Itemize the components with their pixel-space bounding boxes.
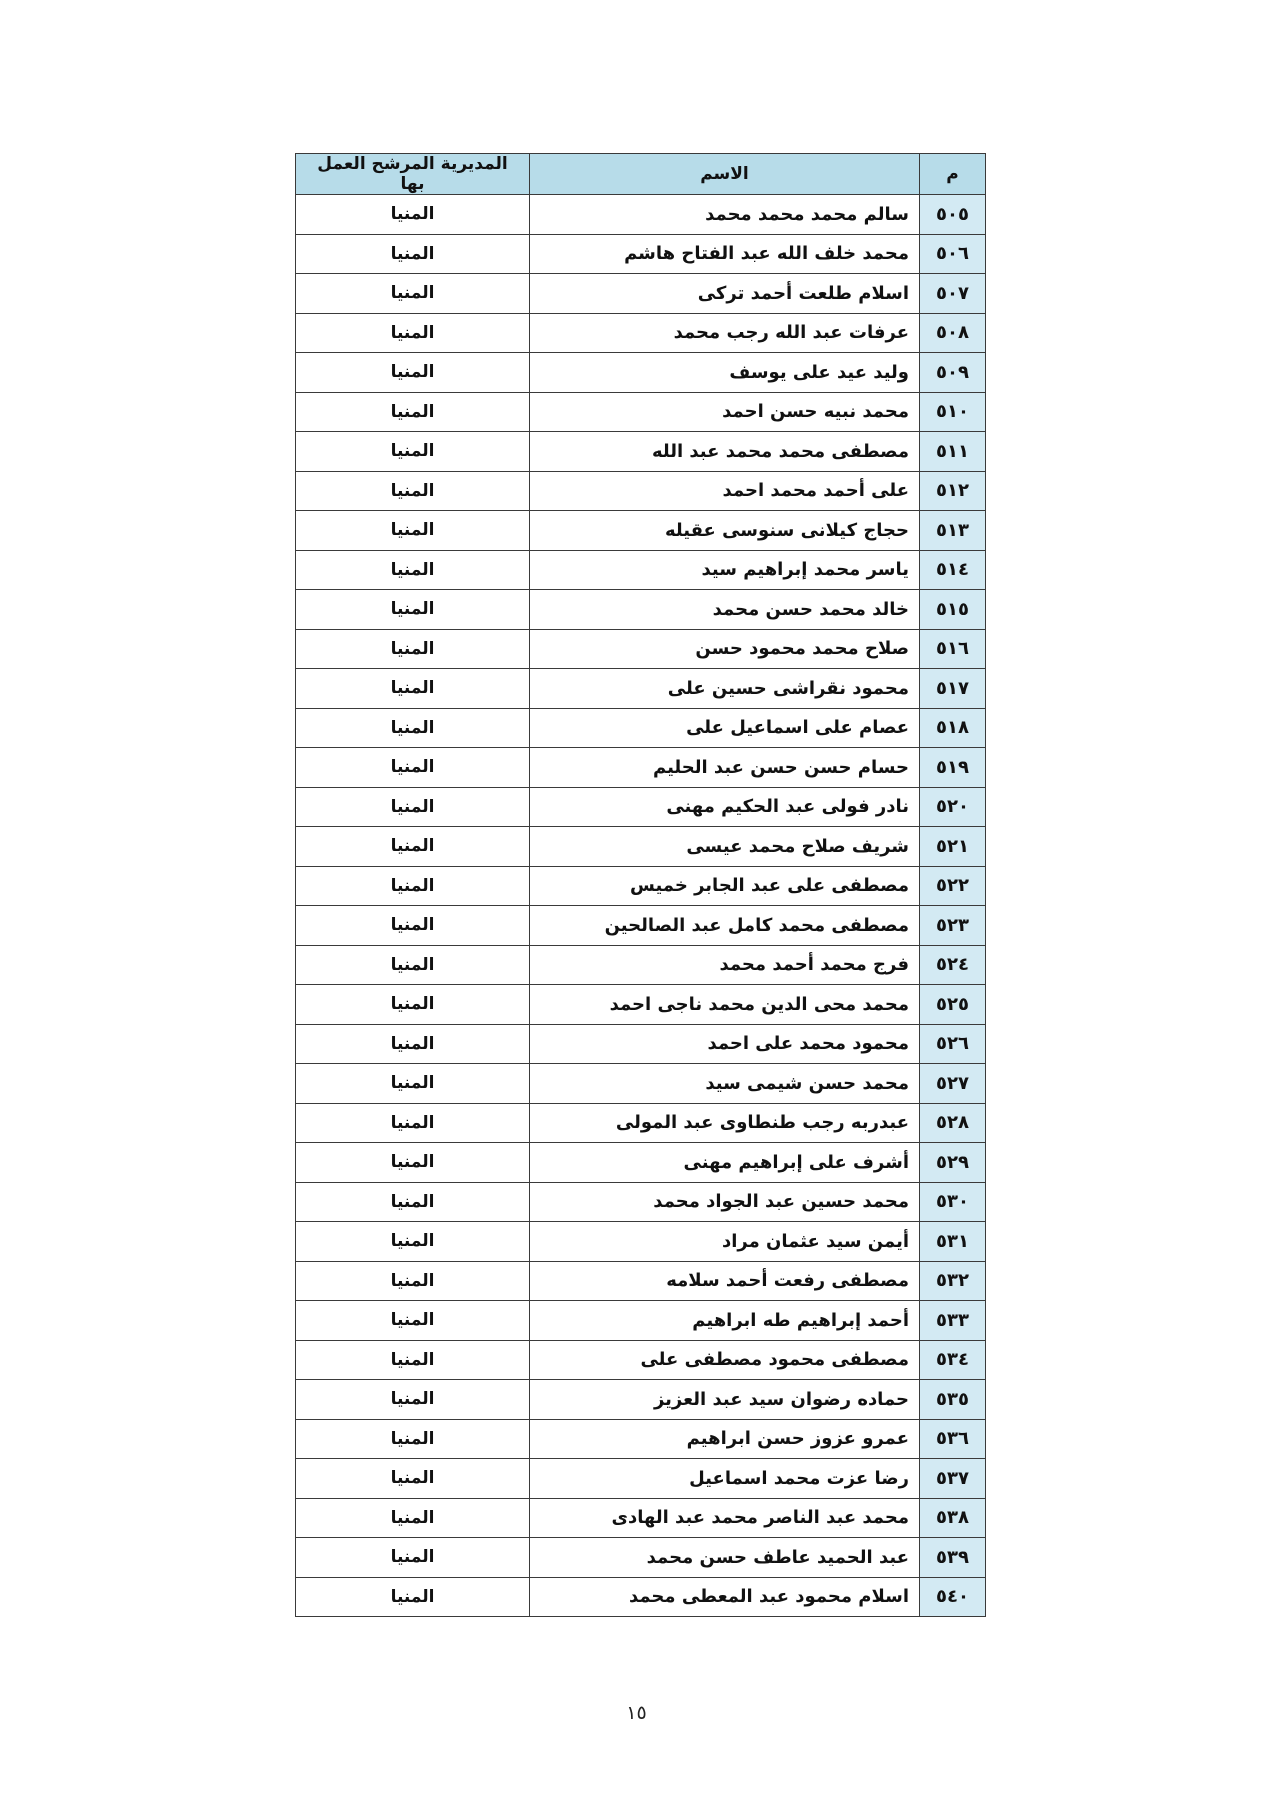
row-name-cell: محمد نبيه حسن احمد xyxy=(530,392,920,432)
row-directorate-cell: المنيا xyxy=(296,1577,530,1617)
table-row xyxy=(296,590,986,630)
row-number-cell: ٥٢٩ xyxy=(920,1143,986,1183)
row-name-cell: حماده رضوان سيد عبد العزيز xyxy=(530,1380,920,1420)
row-name-cell: محمود نقراشى حسين على xyxy=(530,669,920,709)
row-directorate-cell: المنيا xyxy=(296,906,530,946)
row-name-cell: مصطفى محمد محمد عبد الله xyxy=(530,432,920,472)
row-number-cell: ٥٢٥ xyxy=(920,985,986,1025)
row-number-cell: ٥١٤ xyxy=(920,550,986,590)
row-directorate-cell: المنيا xyxy=(296,708,530,748)
row-number-cell: ٥١١ xyxy=(920,432,986,472)
row-directorate-cell: المنيا xyxy=(296,550,530,590)
row-directorate-cell: المنيا xyxy=(296,787,530,827)
row-number-cell: ٥١٣ xyxy=(920,511,986,551)
table-row xyxy=(296,313,986,353)
row-name-cell: اسلام محمود عبد المعطى محمد xyxy=(530,1577,920,1617)
row-directorate-cell: المنيا xyxy=(296,866,530,906)
row-directorate-cell: المنيا xyxy=(296,1222,530,1262)
row-name-cell: عصام على اسماعيل على xyxy=(530,708,920,748)
row-directorate-cell: المنيا xyxy=(296,1419,530,1459)
row-number-cell: ٥٣٦ xyxy=(920,1419,986,1459)
row-name-cell: محمد عبد الناصر محمد عبد الهادى xyxy=(530,1498,920,1538)
row-directorate-cell: المنيا xyxy=(296,471,530,511)
table-row xyxy=(296,1577,986,1617)
row-number-cell: ٥٠٥ xyxy=(920,195,986,235)
row-directorate-cell: المنيا xyxy=(296,1538,530,1578)
table-row xyxy=(296,1103,986,1143)
table-row xyxy=(296,1064,986,1104)
row-name-cell: مصطفى محمود مصطفى على xyxy=(530,1340,920,1380)
row-name-cell: فرج محمد أحمد محمد xyxy=(530,945,920,985)
row-directorate-cell: المنيا xyxy=(296,985,530,1025)
table-row xyxy=(296,1024,986,1064)
row-name-cell: مصطفى على عبد الجابر خميس xyxy=(530,866,920,906)
row-number-cell: ٥١٨ xyxy=(920,708,986,748)
row-directorate-cell: المنيا xyxy=(296,590,530,630)
row-number-cell: ٥٢١ xyxy=(920,827,986,867)
row-name-cell: صلاح محمد محمود حسن xyxy=(530,629,920,669)
row-directorate-cell: المنيا xyxy=(296,1064,530,1104)
row-name-cell: محمد حسين عبد الجواد محمد xyxy=(530,1182,920,1222)
row-number-cell: ٥١٠ xyxy=(920,392,986,432)
table-row xyxy=(296,1182,986,1222)
row-directorate-cell: المنيا xyxy=(296,1340,530,1380)
table-row xyxy=(296,748,986,788)
row-directorate-cell: المنيا xyxy=(296,1261,530,1301)
table-row xyxy=(296,827,986,867)
row-name-cell: أشرف على إبراهيم مهنى xyxy=(530,1143,920,1183)
table-row xyxy=(296,708,986,748)
row-name-cell: مصطفى محمد كامل عبد الصالحين xyxy=(530,906,920,946)
table-row xyxy=(296,985,986,1025)
row-name-cell: عرفات عبد الله رجب محمد xyxy=(530,313,920,353)
row-directorate-cell: المنيا xyxy=(296,748,530,788)
row-number-cell: ٥٢٠ xyxy=(920,787,986,827)
row-name-cell: محمد محى الدين محمد ناجى احمد xyxy=(530,985,920,1025)
row-name-cell: محمود محمد على احمد xyxy=(530,1024,920,1064)
row-number-cell: ٥١٦ xyxy=(920,629,986,669)
table-row xyxy=(296,274,986,314)
row-number-cell: ٥٠٨ xyxy=(920,313,986,353)
row-directorate-cell: المنيا xyxy=(296,827,530,867)
table-row xyxy=(296,1459,986,1499)
header-name: الاسم xyxy=(530,154,920,195)
row-directorate-cell: المنيا xyxy=(296,1182,530,1222)
row-number-cell: ٥٣٤ xyxy=(920,1340,986,1380)
table-row xyxy=(296,1261,986,1301)
row-directorate-cell: المنيا xyxy=(296,1301,530,1341)
table-header xyxy=(296,154,986,195)
row-directorate-cell: المنيا xyxy=(296,669,530,709)
row-number-cell: ٥٣٥ xyxy=(920,1380,986,1420)
table-row xyxy=(296,550,986,590)
row-number-cell: ٥٢٦ xyxy=(920,1024,986,1064)
row-name-cell: حسام حسن حسن عبد الحليم xyxy=(530,748,920,788)
row-name-cell: أيمن سيد عثمان مراد xyxy=(530,1222,920,1262)
table-row xyxy=(296,511,986,551)
page-number: ١٥ xyxy=(626,1702,647,1724)
row-name-cell: حجاج كيلانى سنوسى عقيله xyxy=(530,511,920,551)
row-number-cell: ٥١٢ xyxy=(920,471,986,511)
table-row xyxy=(296,906,986,946)
table-row xyxy=(296,669,986,709)
row-number-cell: ٥٢٧ xyxy=(920,1064,986,1104)
row-number-cell: ٥٣٨ xyxy=(920,1498,986,1538)
row-directorate-cell: المنيا xyxy=(296,945,530,985)
row-name-cell: شريف صلاح محمد عيسى xyxy=(530,827,920,867)
table-row xyxy=(296,1538,986,1578)
table-row xyxy=(296,787,986,827)
row-name-cell: على أحمد محمد احمد xyxy=(530,471,920,511)
row-number-cell: ٥٣٠ xyxy=(920,1182,986,1222)
row-name-cell: مصطفى رفعت أحمد سلامه xyxy=(530,1261,920,1301)
row-directorate-cell: المنيا xyxy=(296,353,530,393)
table-row xyxy=(296,195,986,235)
header-row xyxy=(296,154,986,195)
row-number-cell: ٥٢٣ xyxy=(920,906,986,946)
table-row xyxy=(296,234,986,274)
row-directorate-cell: المنيا xyxy=(296,1498,530,1538)
table-row xyxy=(296,1340,986,1380)
row-directorate-cell: المنيا xyxy=(296,1459,530,1499)
table-row xyxy=(296,1498,986,1538)
row-directorate-cell: المنيا xyxy=(296,195,530,235)
table-row xyxy=(296,1419,986,1459)
row-name-cell: عبد الحميد عاطف حسن محمد xyxy=(530,1538,920,1578)
row-number-cell: ٥١٧ xyxy=(920,669,986,709)
row-directorate-cell: المنيا xyxy=(296,1380,530,1420)
row-name-cell: محمد خلف الله عبد الفتاح هاشم xyxy=(530,234,920,274)
row-directorate-cell: المنيا xyxy=(296,274,530,314)
row-directorate-cell: المنيا xyxy=(296,432,530,472)
table-row xyxy=(296,629,986,669)
table-row xyxy=(296,1380,986,1420)
header-directorate: المديرية المرشح العمل بها xyxy=(296,154,530,195)
row-number-cell: ٥٠٧ xyxy=(920,274,986,314)
row-directorate-cell: المنيا xyxy=(296,313,530,353)
row-name-cell: رضا عزت محمد اسماعيل xyxy=(530,1459,920,1499)
row-name-cell: عبدربه رجب طنطاوى عبد المولى xyxy=(530,1103,920,1143)
row-name-cell: محمد حسن شيمى سيد xyxy=(530,1064,920,1104)
row-directorate-cell: المنيا xyxy=(296,511,530,551)
row-name-cell: ياسر محمد إبراهيم سيد xyxy=(530,550,920,590)
table-body xyxy=(296,195,986,1617)
row-name-cell: عمرو عزوز حسن ابراهيم xyxy=(530,1419,920,1459)
row-name-cell: خالد محمد حسن محمد xyxy=(530,590,920,630)
table-row xyxy=(296,1143,986,1183)
row-number-cell: ٥٣٣ xyxy=(920,1301,986,1341)
row-directorate-cell: المنيا xyxy=(296,1143,530,1183)
row-name-cell: سالم محمد محمد محمد xyxy=(530,195,920,235)
row-directorate-cell: المنيا xyxy=(296,392,530,432)
row-number-cell: ٥٢٤ xyxy=(920,945,986,985)
row-number-cell: ٥٣٩ xyxy=(920,1538,986,1578)
row-number-cell: ٥١٥ xyxy=(920,590,986,630)
row-directorate-cell: المنيا xyxy=(296,234,530,274)
table-row xyxy=(296,945,986,985)
row-number-cell: ٥٣٢ xyxy=(920,1261,986,1301)
row-number-cell: ٥٢٨ xyxy=(920,1103,986,1143)
row-number-cell: ٥٠٦ xyxy=(920,234,986,274)
row-name-cell: وليد عيد على يوسف xyxy=(530,353,920,393)
row-number-cell: ٥٣٧ xyxy=(920,1459,986,1499)
row-name-cell: نادر فولى عبد الحكيم مهنى xyxy=(530,787,920,827)
row-number-cell: ٥٣١ xyxy=(920,1222,986,1262)
table-row xyxy=(296,1301,986,1341)
row-number-cell: ٥٢٢ xyxy=(920,866,986,906)
row-number-cell: ٥١٩ xyxy=(920,748,986,788)
table-row xyxy=(296,392,986,432)
row-directorate-cell: المنيا xyxy=(296,1024,530,1064)
row-number-cell: ٥٤٠ xyxy=(920,1577,986,1617)
row-directorate-cell: المنيا xyxy=(296,1103,530,1143)
header-number: م xyxy=(920,154,986,195)
row-directorate-cell: المنيا xyxy=(296,629,530,669)
candidates-table xyxy=(295,153,986,1617)
table-row xyxy=(296,471,986,511)
row-name-cell: اسلام طلعت أحمد تركى xyxy=(530,274,920,314)
table-row xyxy=(296,353,986,393)
table-row xyxy=(296,1222,986,1262)
table-row xyxy=(296,866,986,906)
table-row xyxy=(296,432,986,472)
row-name-cell: أحمد إبراهيم طه ابراهيم xyxy=(530,1301,920,1341)
row-number-cell: ٥٠٩ xyxy=(920,353,986,393)
